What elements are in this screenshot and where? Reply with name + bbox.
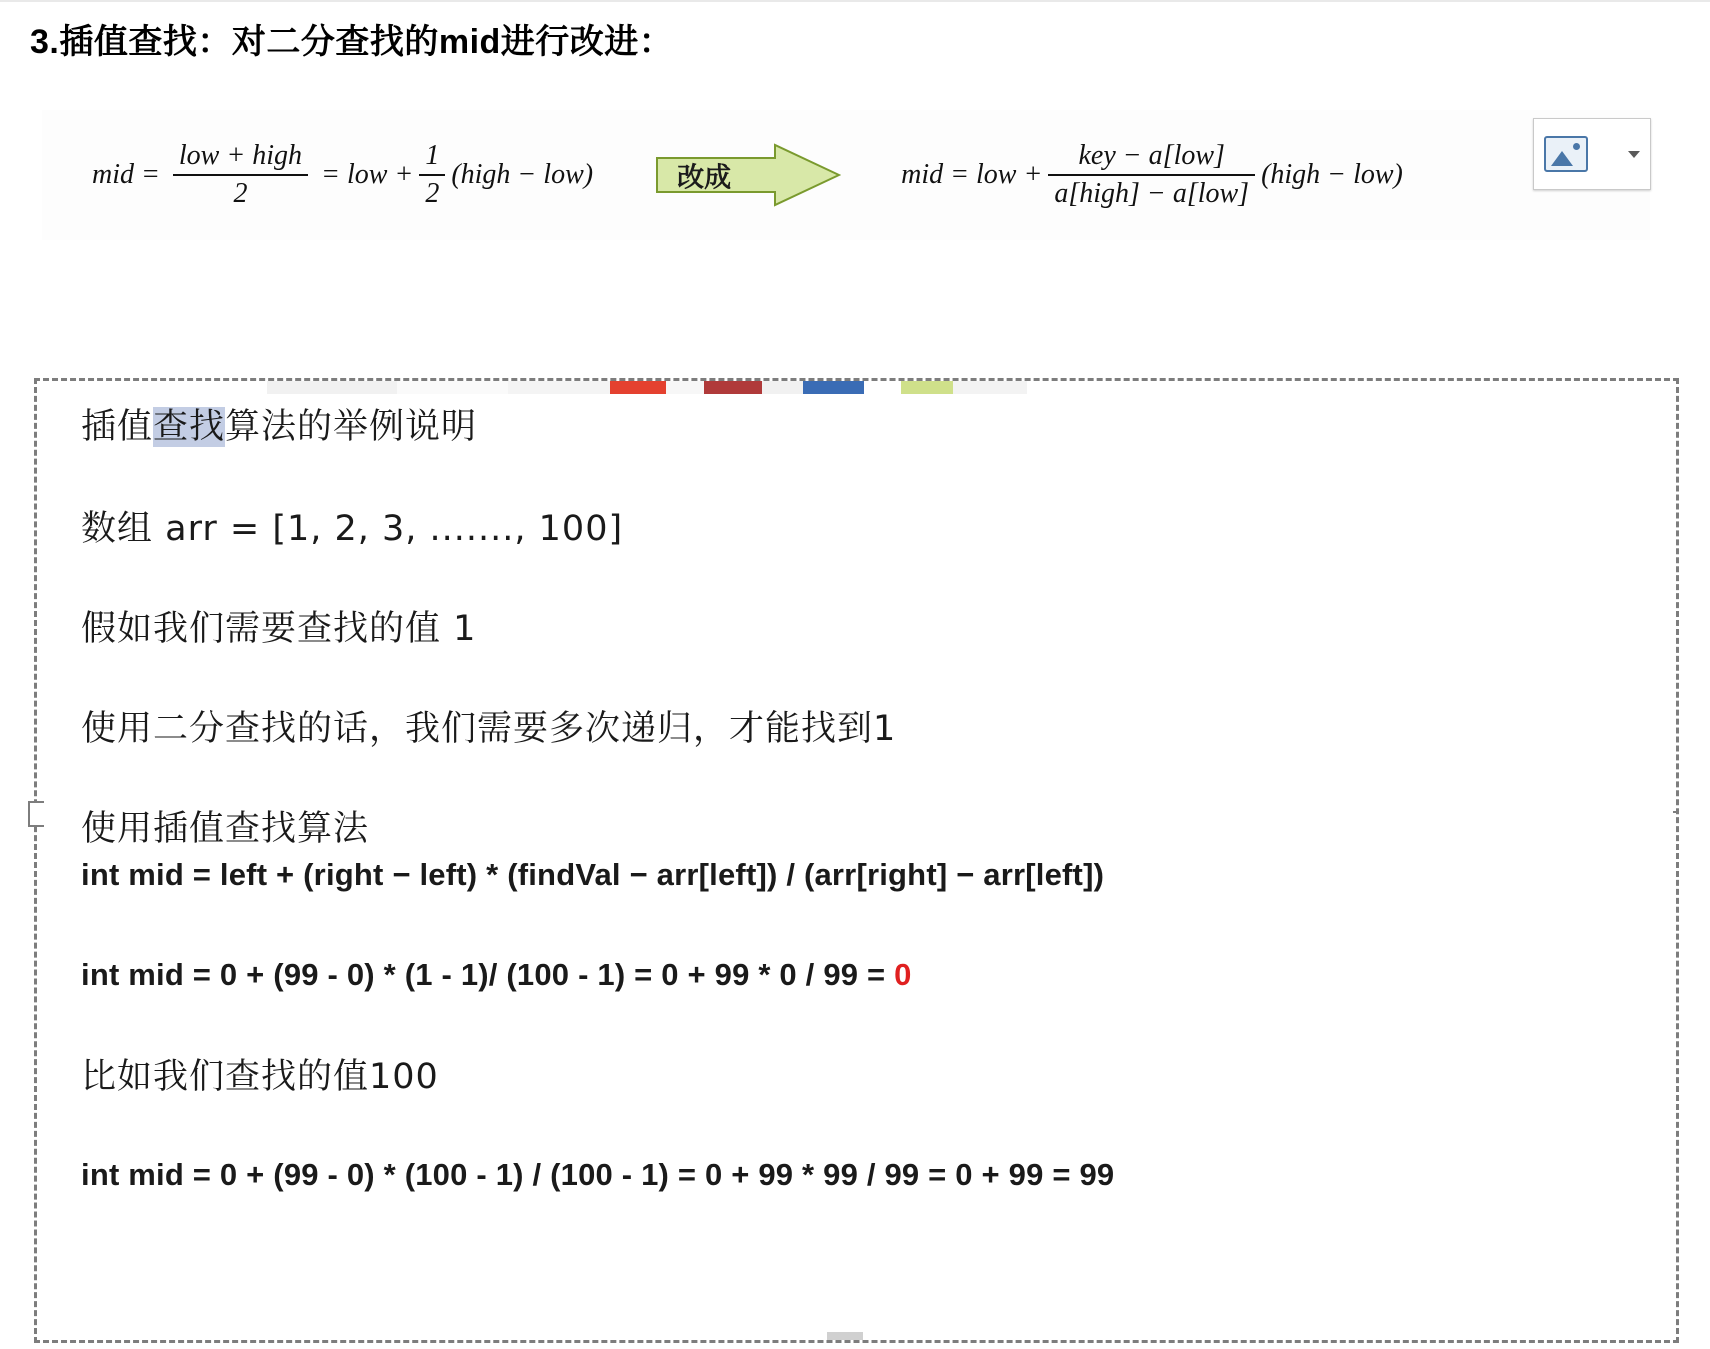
chevron-down-icon[interactable] bbox=[1628, 151, 1640, 158]
formula-left-lhs: mid bbox=[92, 159, 134, 190]
formula-original bbox=[92, 140, 593, 210]
formula-improved bbox=[901, 140, 1403, 210]
tab-segment bbox=[508, 381, 610, 394]
doc-line-binary-search: 使用二分查找的话，我们需要多次递归，才能找到1 bbox=[81, 709, 897, 749]
tab-segment bbox=[803, 381, 864, 394]
doc-line-array: 数组 arr = [1, 2, 3, ......., 100] bbox=[81, 509, 624, 549]
page-title: 3.插值查找：对二分查找的mid进行改进： bbox=[30, 23, 674, 61]
formula-right-lhs: mid bbox=[901, 159, 944, 190]
formula-right-equals: = bbox=[950, 159, 969, 190]
doc-line-example-2-label: 比如我们查找的值100 bbox=[81, 1057, 439, 1097]
tab-segment bbox=[901, 381, 953, 394]
fraction-bar bbox=[419, 174, 445, 176]
image-placeholder-chip[interactable] bbox=[1533, 118, 1651, 190]
tab-segment bbox=[864, 381, 901, 394]
doc-line-title bbox=[81, 399, 477, 449]
tab-segment bbox=[267, 381, 397, 394]
formula-left-frac2-denominator: 2 bbox=[425, 178, 440, 209]
tab-segment bbox=[397, 381, 508, 394]
selection-handle-left[interactable] bbox=[28, 801, 44, 827]
doc-line-use-interpolation: 使用插值查找算法 bbox=[81, 809, 370, 849]
formula-right-frac-numerator: key − a[low] bbox=[1078, 139, 1225, 171]
doc-title-highlighted: 查找 bbox=[153, 407, 226, 447]
formula-right-group: (high − low) bbox=[1261, 159, 1403, 190]
arrow-label: 改成 bbox=[677, 162, 732, 193]
doc-title-prefix: 插值 bbox=[81, 407, 154, 447]
doc-line-code-general: int mid = left + (right − left) * (findVal − arr[left]) / (arr[right] − arr[left]) bbox=[81, 857, 1105, 892]
formula-left-equals-1: = bbox=[141, 159, 160, 190]
formula-left-group: (high − low) bbox=[451, 159, 594, 190]
formula-left-frac2-numerator: 1 bbox=[425, 139, 440, 171]
tab-segment bbox=[953, 381, 1027, 394]
formula-left-frac1-denominator: 2 bbox=[233, 178, 248, 209]
fraction-bar bbox=[1048, 174, 1255, 176]
change-to-arrow bbox=[655, 142, 841, 208]
formula-right-frac-denominator: a[high] − a[low] bbox=[1054, 178, 1250, 209]
formula-left-term: low + bbox=[346, 159, 414, 190]
document-text-body bbox=[81, 399, 1656, 1340]
formula-left-equals-2: = bbox=[321, 159, 340, 190]
code-example-1-text: int mid = 0 + (99 - 0) * (1 - 1)/ (100 - 1) = 0 + 99 * 0 / 99 = bbox=[81, 957, 895, 992]
screenshot-selection-box[interactable] bbox=[34, 378, 1679, 1343]
formula-left-frac1-numerator: low + high bbox=[178, 139, 303, 171]
tab-segment bbox=[610, 381, 666, 394]
formula-left-fraction-2 bbox=[419, 140, 445, 210]
top-divider bbox=[0, 0, 1710, 2]
doc-title-suffix: 算法的举例说明 bbox=[225, 407, 478, 447]
picture-icon bbox=[1544, 136, 1588, 172]
code-example-1-result: 0 bbox=[894, 957, 912, 992]
browser-tabstrip-sliver bbox=[267, 381, 1027, 394]
doc-line-code-example-2: int mid = 0 + (99 - 0) * (100 - 1) / (100 - 1) = 0 + 99 * 99 / 99 = 0 + 99 = 99 bbox=[81, 1157, 1115, 1192]
fraction-bar bbox=[173, 174, 308, 176]
selection-handle-right[interactable] bbox=[1673, 811, 1679, 813]
formula-right-fraction bbox=[1048, 140, 1255, 210]
tab-segment bbox=[704, 381, 761, 394]
doc-line-code-example-1 bbox=[81, 957, 912, 993]
doc-line-suppose: 假如我们需要查找的值 1 bbox=[81, 609, 477, 649]
tab-segment bbox=[762, 381, 803, 394]
formula-right-term: low + bbox=[976, 159, 1043, 190]
screenshot-content bbox=[37, 381, 1676, 1340]
tab-segment bbox=[666, 381, 705, 394]
scroll-nub[interactable] bbox=[827, 1332, 863, 1340]
formula-left-fraction-1 bbox=[173, 140, 308, 210]
formula-strip bbox=[42, 110, 1650, 240]
